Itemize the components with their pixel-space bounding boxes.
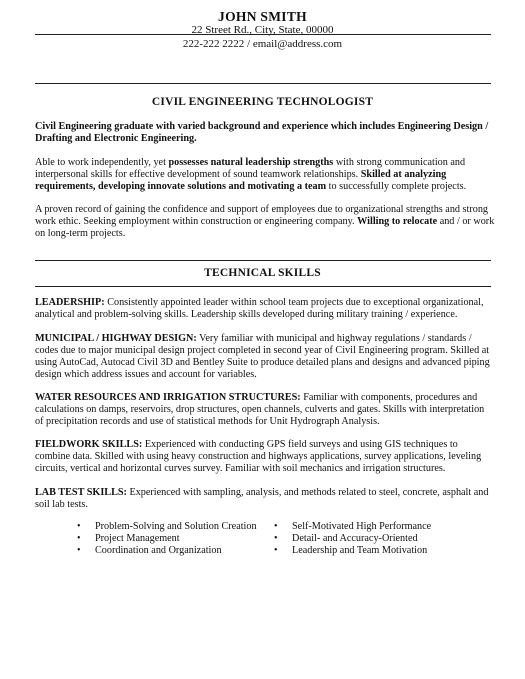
skills-top-rule — [35, 260, 491, 261]
skill-fieldwork: FIELDWORK SKILLS: Experienced with conducting GPS field surveys and using GIS techniques to combine data. Skilled with using heavy construction and highways applications, survey applications, leveling circuits, vertical and horizontal curves survey. Familiar with soil mechanics and irrigation structures. — [35, 439, 482, 474]
candidate-contact: 222-222 2222 / email@address.com — [182, 38, 343, 50]
skills-bottom-rule — [35, 286, 491, 287]
bullet-icon: • — [274, 545, 278, 556]
skills-title: TECHNICAL SKILLS — [204, 267, 321, 279]
bullet-icon: • — [77, 545, 81, 556]
bullet-icon: • — [77, 533, 81, 544]
skills-bullets-right — [274, 521, 432, 557]
skill-municipal-highway: MUNICIPAL / HIGHWAY DESIGN: Very familiar with municipal and highway regulations / standards / codes due to major municipal design project completed in second year of Civil Engineering program. Skilled at using AutoCad, Autocad Civil 3D and Bentley Suite to produce detailed plans and designs and advanced piping design which address issues and account for variables. — [35, 333, 490, 380]
list-item: • Project Management — [77, 533, 180, 544]
candidate-address: 22 Street Rd., City, State, 00000 — [191, 24, 334, 36]
list-item: • Coordination and Organization — [77, 545, 222, 556]
bullet-icon: • — [274, 533, 278, 544]
objective-title: CIVIL ENGINEERING TECHNOLOGIST — [151, 96, 374, 108]
skills-bullets-left — [77, 521, 257, 557]
header-bottom-rule — [35, 83, 491, 84]
candidate-name: JOHN SMITH — [218, 9, 307, 24]
objective-summary: Civil Engineering graduate with varied background and experience which includes Engineering Design / Drafting and Electronic Engineering. — [35, 121, 489, 144]
list-item: • Self-Motivated High Performance — [274, 521, 432, 532]
list-item: • Problem-Solving and Solution Creation — [77, 521, 257, 532]
bullet-icon: • — [274, 521, 278, 532]
bullet-icon: • — [77, 521, 81, 532]
objective-paragraph-3: A proven record of gaining the confidence and support of employees due to organizational strengths and strong work ethic. Seeking employment within construction or engineering company. Willing to relocate and / or work on long-term projects. — [35, 204, 495, 239]
skill-leadership: LEADERSHIP: Consistently appointed leader within school team projects due to exceptional organizational, analytical and problem-solving skills. Leadership skills developed during military training / experience. — [35, 297, 484, 320]
list-item: • Leadership and Team Motivation — [274, 545, 428, 556]
skill-lab-test: LAB TEST SKILLS: Experienced with sampling, analysis, and methods related to steel, concrete, asphalt and soil lab tests. — [35, 487, 489, 510]
list-item: • Detail- and Accuracy-Oriented — [274, 533, 418, 544]
skill-water-resources: WATER RESOURCES AND IRRIGATION STRUCTURES: Familiar with components, procedures and calculations on damps, reservoirs, drop structures, open channels, culverts and gates. Skills with interpretation of precipitation records and use of statistical methods for Unit Hydrograph Analysis. — [35, 392, 485, 427]
objective-paragraph-2: Able to work independently, yet possesses natural leadership strengths with strong communication and interpersonal skills for effective development of sound teamwork relationships. Skilled at analyzing requirements, developing innovate solutions and motivating a team to successfully complete projects. — [35, 157, 467, 192]
